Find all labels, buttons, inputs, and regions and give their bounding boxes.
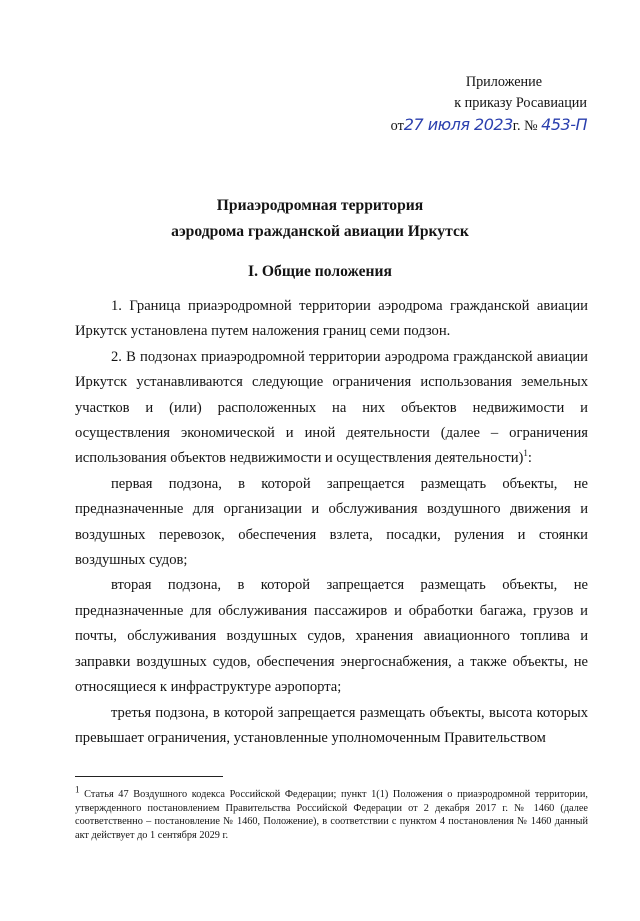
paragraph-subzone-3: третья подзона, в которой запрещается размещать объекты, высота которых превышает ограничения, установленные уполномоченным Правительством	[75, 704, 588, 746]
appendix-date-number	[347, 114, 587, 137]
year-suffix: г.	[512, 118, 521, 134]
footnote-text: Статья 47 Воздушного кодекса Российской Федерации; пункт 1(1) Положения о приаэродромной территории, утвержденного постановлением Правительства Российской Федерации от 2 декабря 2017 г. № 1460 (далее соответственно – постановление № 1460, Положение), в соответствии с пунктом 4 постановления № 1460 данный акт действует до 1 сентября 2029 г.	[75, 789, 588, 841]
document-title-line2: аэродрома гражданской авиации Иркутск	[171, 223, 469, 240]
section-heading: I. Общие положения	[248, 263, 392, 280]
paragraph-subzone-1: первая подзона, в которой запрещается размещать объекты, не предназначенные для организации и обслуживания воздушного движения и воздушных перевозок, обеспечения взлета, посадки, руления и стоянки воздушных судов;	[75, 475, 588, 569]
paragraph-2	[75, 345, 588, 472]
footnote-ref: 1	[523, 448, 528, 459]
footnote-marker: 1	[75, 784, 80, 795]
document-title-line1: Приаэродромная территория	[216, 197, 424, 214]
handwritten-number: 453-П	[541, 115, 587, 134]
paragraph-2-end: :	[527, 450, 532, 467]
document-body	[75, 294, 588, 751]
footnote	[75, 784, 588, 842]
paragraph-2-text: 2. В подзонах приаэродромной территории аэродрома гражданской авиации Иркутск устанавливаются следующие ограничения использования земельных участков и (или) расположенных на них объектов недвижимости и осуществления экономической и иной деятельности (далее – ограничения использования объектов недвижимости и осуществления деятельности)	[75, 348, 588, 467]
appendix-title: Приложение	[465, 74, 542, 90]
date-prefix: от	[390, 118, 404, 134]
footnote-divider	[75, 776, 223, 777]
paragraph-subzone-2: вторая подзона, в которой запрещается размещать объекты, не предназначенные для обслуживания пассажиров и обработки багажа, грузов и почты, обслуживания воздушных судов, хранения авиационного топлива и заправки воздушных судов, обеспечения энергоснабжения, а также объекты, не относящиеся к инфраструктуре аэропорта;	[75, 577, 588, 696]
paragraph-1: 1. Граница приаэродромной территории аэродрома гражданской авиации Иркутск установлена путем наложения границ семи подзон.	[75, 298, 588, 340]
number-sign: №	[524, 118, 538, 134]
appendix-order-ref: к приказу Росавиации	[454, 95, 587, 111]
handwritten-date: 27 июля 2023	[403, 115, 513, 134]
appendix-header	[347, 72, 587, 137]
